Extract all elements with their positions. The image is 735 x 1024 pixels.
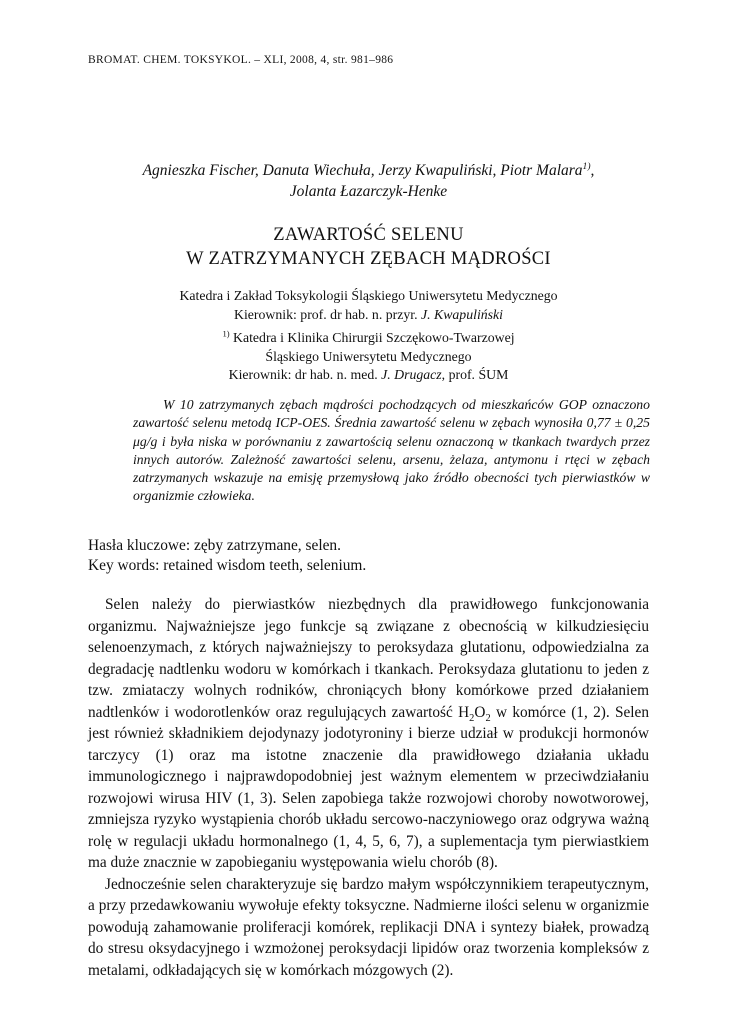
author-list: [88, 160, 649, 202]
affiliation-1-department: Katedra i Zakład Toksykologii Śląskiego Uniwersytetu Medycznego: [179, 288, 558, 303]
body-paragraph-1-part-1: Selen należy do pierwiastków niezbędnych dla prawidłowego funkcjonowania organizmu. Najważniejsze jego funkcje są związane z obecnością w kilkudziesięciu selenoenzymach, z których najważniejszy to peroksydaza glutationu, odpowiedzialna za degradację nadtlenku wodoru w komórkach i tkankach. Peroksydaza glutationu to jeden z tzw. zmiataczy wolnych rodników, chroniących błony komórkowe przed działaniem nadtlenków i wodorotlenków oraz regulujących zawartość H: [88, 596, 649, 721]
paper-title-line-1: ZAWARTOŚĆ SELENU: [273, 225, 464, 245]
affiliation-1-head: [88, 306, 649, 325]
affiliation-1-head-prefix: Kierownik: prof. dr hab. n. przyr.: [234, 306, 421, 322]
authors-names: Agnieszka Fischer, Danuta Wiechuła, Jerzy Kwapuliński, Piotr Malara: [142, 162, 583, 179]
affiliation-2-head: [88, 366, 649, 385]
keywords: [88, 536, 649, 575]
body-paragraph-1: [88, 594, 649, 874]
affiliation-2-head-name: J. Drugacz: [381, 367, 442, 382]
affiliation-2-department-line-2: Śląskiego Uniwersytetu Medycznego: [265, 348, 472, 364]
affiliation-2: [88, 329, 649, 385]
affiliation-2-head-suffix: , prof. ŚUM: [441, 367, 509, 382]
author-affiliation-superscript: 1): [582, 160, 591, 172]
keywords-polish: Hasła kluczowe: zęby zatrzymane, selen.: [88, 537, 341, 554]
abstract: [133, 396, 650, 506]
h2o2-subscript-1: 2: [469, 712, 475, 724]
affiliation-2-head-prefix: Kierownik: dr hab. n. med.: [228, 367, 382, 382]
body-paragraph-2: Jednocześnie selen charakteryzuje się bardzo małym współczynnikiem terapeutycznym, a przy przedawkowaniu wywołuje efekty toksyczne. Nadmierne ilości selenu w organizmie powodują zahamowanie proliferacji komórek, replikacji DNA i syntezy białek, prowadzą do stresu oksydacyjnego i wzmożonej peroksydacji lipidów oraz tworzenia kompleksów z metalami, odkładających się w komórkach mózgowych (2).: [88, 875, 649, 979]
abstract-text: W 10 zatrzymanych zębach mądrości pochodzących od mieszkańców GOP oznaczono zawartość selenu metodą ICP-OES. Średnia zawartość selenu w zębach wynosiła 0,77 ± 0,25 μg/g i była niska w porównaniu z zawartością selenu oznaczoną w tkankach twardych przez innych autorów. Zależność zawartości selenu, arsenu, żelaza, antymonu i rtęci w zębach zatrzymanych wskazuje na emisję przemysłową jako źródło obecności tych pierwiastków w organizmie człowieka.: [133, 397, 650, 504]
paper-title-line-2: W ZATRZYMANYCH ZĘBACH MĄDROŚCI: [186, 248, 551, 269]
h2o2-subscript-2: 2: [485, 712, 491, 724]
article-body: [88, 594, 649, 981]
affiliation-1: [88, 287, 649, 324]
body-paragraph-1-part-2: w komórce (1, 2). Selen jest również składnikiem dejodynazy jodotyroniny i bierze udział w produkcji hormonów tarczycy (1) oraz ma istotne znaczenie dla prawidłowego działania układu immunologicznego i najprawdopodobniej jest ważnym elementem w przeciwdziałaniu rozwojowi wirusa HIV (1, 3). Selen zapobiega także rozwojowi choroby nowotworowej, zmniejsza ryzyko wystąpienia chorób układu sercowo-naczyniowego oraz odgrywa ważną rolę w regulacji układu hormonalnego (1, 4, 5, 6, 7), a suplementacja tym pierwiastkiem ma duże znacznie w zapobieganiu występowania wielu chorób (8).: [88, 703, 650, 871]
affiliation-2-department-line-1: [88, 329, 649, 348]
journal-header: BROMAT. CHEM. TOKSYKOL. – XLI, 2008, 4, str. 981–986: [88, 54, 394, 66]
authors-line-1: [88, 160, 649, 181]
keywords-english: Key words: retained wisdom teeth, selenium.: [88, 556, 367, 574]
affiliations: [88, 287, 649, 385]
affiliation-2-superscript: 1): [222, 328, 230, 339]
affiliation-1-head-name: J. Kwapuliński: [420, 306, 503, 322]
paper-title: [88, 224, 649, 271]
h2o2-oxygen: O: [474, 703, 486, 721]
authors-line-2: Jolanta Łazarczyk-Henke: [289, 183, 448, 200]
affiliation-2-department-name: Katedra i Klinika Chirurgii Szczękowo-Twarzowej: [229, 330, 515, 345]
authors-line1-comma: ,: [590, 162, 595, 179]
